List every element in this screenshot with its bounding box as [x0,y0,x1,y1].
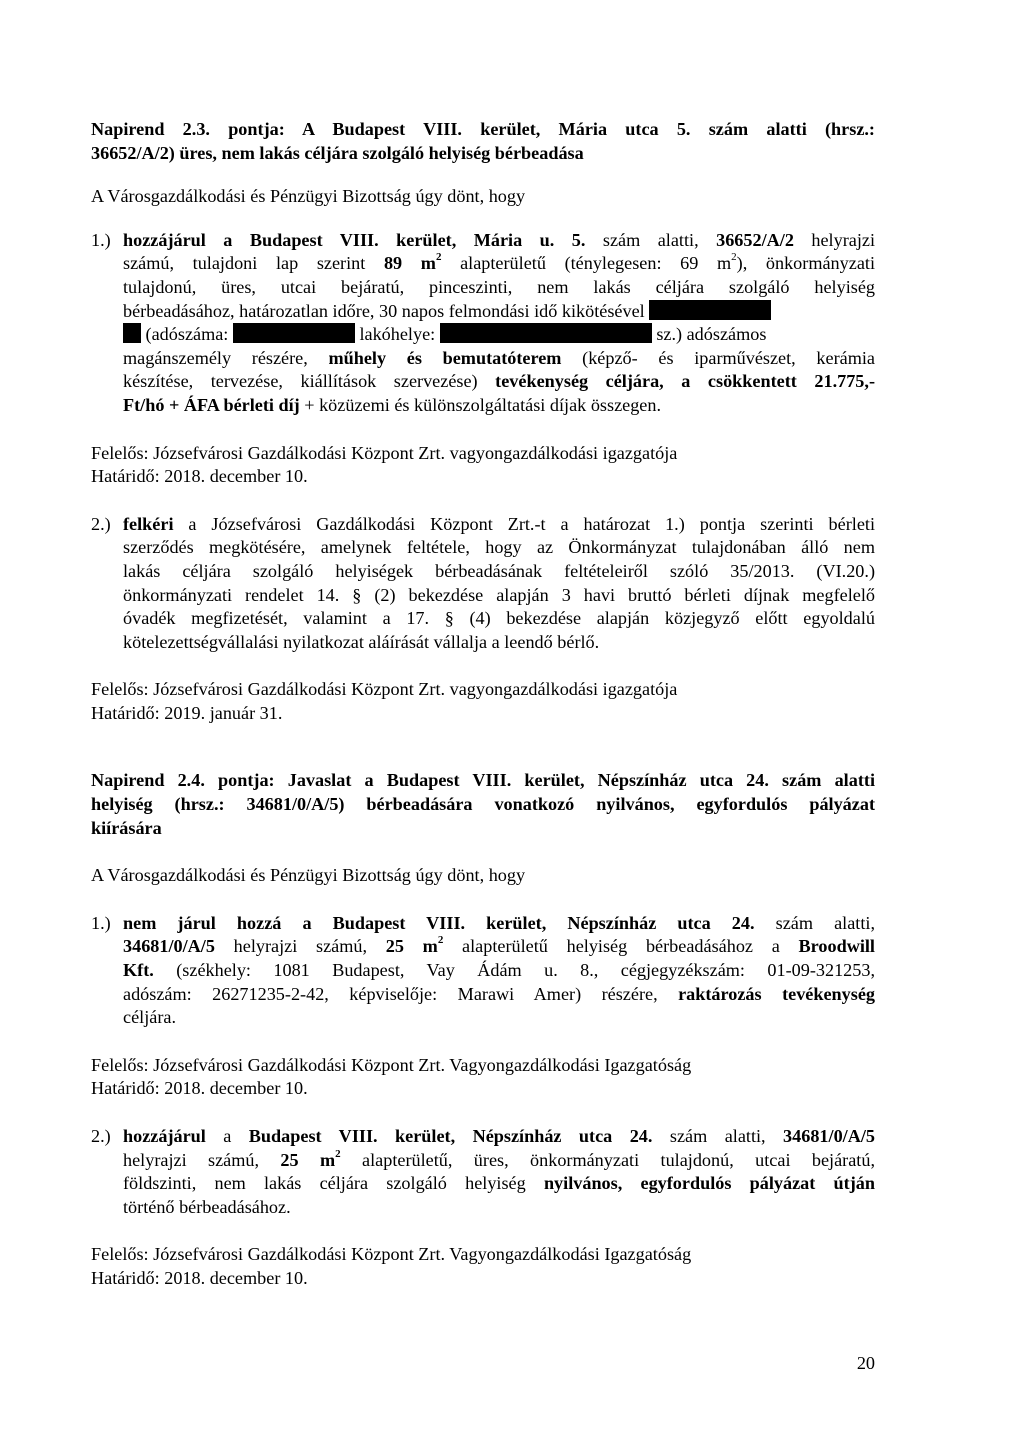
redaction-block [123,323,141,343]
deadline-line: Határidő: 2018. december 10. [91,1078,308,1099]
point-line: tulajdonú, üres, utcai bejáratú, pinceszinti, nem lakás céljára szolgáló helyiség [123,276,875,297]
redaction-block [649,300,771,320]
point-body [123,513,875,655]
point-body [123,912,875,1030]
point-number: 1.) [91,229,111,250]
item-2-4-title-line-3: kiírására [91,817,162,838]
point-line: magánszemély részére, műhely és bemutatóterem (képző- és iparművészet, kerámia [123,347,875,368]
deadline-line: Határidő: 2019. január 31. [91,702,283,723]
point-line: földszinti, nem lakás céljára szolgáló helyiség nyilvános, egyfordulós pályázat útján [123,1173,875,1194]
point-body [123,229,875,418]
point-line: lakás céljára szolgáló helyiségek bérbeadásának feltételeiről szóló 35/2013. (VI.20.) [123,560,875,581]
responsible-line: Felelős: Józsefvárosi Gazdálkodási Központ Zrt. Vagyongazdálkodási Igazgatóság [91,1244,692,1265]
item-2-3-title-line-1: Napirend 2.3. pontja: A Budapest VIII. kerület, Mária utca 5. szám alatti (hrsz.: [91,119,875,139]
page-number: 20 [856,1353,875,1373]
point-line: készítése, tervezése, kiállítások szervezése) tevékenység céljára, a csökkentett 21.775,- [123,371,875,392]
item-2-4-decision-intro: A Városgazdálkodási és Pénzügyi Bizottság úgy dönt, hogy [91,865,526,886]
item-2-3-title-line-2: 36652/A/2) üres, nem lakás céljára szolgáló helyiség bérbeadása [91,142,584,163]
point-line: szerződés megkötésére, amelynek feltétele, hogy az Önkormányzat tulajdonában álló nem [123,537,875,558]
point-line: 34681/0/A/5 helyrajzi számú, 25 $m^2$ alapterületű helyiség bérbeadásához a Broodwill [123,935,875,957]
deadline-line: Határidő: 2018. december 10. [91,466,308,487]
item-2-4-point-2 [91,1125,875,1219]
point-line: történő bérbeadásához. [123,1196,291,1217]
point-line: bérbeadásához, határozatlan időre, 30 napos felmondási idő kikötésével [123,300,875,324]
point-body [123,1125,875,1219]
document-page [91,118,875,1291]
point-line: önkormányzati rendelet 14. § (2) bekezdése alapján 3 havi bruttó bérleti díjnak megfelelő [123,584,875,605]
point-line: Kft. (székhely: 1081 Budapest, Vay Ádám u. 8., cégjegyzékszám: 01-09-321253, [123,960,875,981]
redaction-block [233,323,355,343]
responsible-line: Felelős: Józsefvárosi Gazdálkodási Központ Zrt. Vagyongazdálkodási Igazgatóság [91,1054,692,1075]
point-line: hozzájárul a Budapest VIII. kerület, Mária u. 5. szám alatti, 36652/A/2 helyrajzi [123,229,875,250]
responsible-line: Felelős: Józsefvárosi Gazdálkodási Központ Zrt. vagyongazdálkodási igazgatója [91,679,678,700]
redaction-block [440,323,652,343]
point-line: (adószáma: lakóhelye: sz.) adószámos [123,323,875,347]
item-2-4-title-line-2: helyiség (hrsz.: 34681/0/A/5) bérbeadására vonatkozó nyilvános, egyfordulós pályázat [91,794,875,815]
item-2-3-point-2 [91,513,875,655]
point-line: felkéri a Józsefvárosi Gazdálkodási Központ Zrt.-t a határozat 1.) pontja szerinti bérleti [123,513,875,534]
point-line: hozzájárul a Budapest VIII. kerület, Népszínház utca 24. szám alatti, 34681/0/A/5 [123,1126,875,1146]
point-line: adószám: 26271235-2-42, képviselője: Marawi Amer) részére, raktározás tevékenység [123,983,875,1004]
deadline-line: Határidő: 2018. december 10. [91,1267,308,1288]
point-line: óvadék megfizetését, valamint a 17. § (4) bekezdése alapján közjegyző előtt egyoldalú [123,608,875,629]
point-line: Ft/hó + ÁFA bérleti díj + közüzemi és különszolgáltatási díjak összegen. [123,394,662,415]
item-2-3-point-1 [91,229,875,418]
point-line: helyrajzi számú, 25 $m^2$ alapterületű, üres, önkormányzati tulajdonú, utcai bejáratú, [123,1148,875,1170]
item-2-4-title-line-1: Napirend 2.4. pontja: Javaslat a Budapest VIII. kerület, Népszínház utca 24. szám alatti [91,770,875,791]
point-number: 2.) [91,513,111,534]
point-line: számú, tulajdoni lap szerint 89 $m^2$ alapterületű (ténylegesen: 69 $m^2$), önkormányzati [123,252,875,274]
point-number: 1.) [91,912,111,933]
point-number: 2.) [91,1126,111,1146]
responsible-line: Felelős: Józsefvárosi Gazdálkodási Központ Zrt. vagyongazdálkodási igazgatója [91,442,678,463]
point-line: nem járul hozzá a Budapest VIII. kerület, Népszínház utca 24. szám alatti, [123,912,875,933]
point-line: céljára. [123,1007,176,1028]
item-2-3-decision-intro: A Városgazdálkodási és Pénzügyi Bizottság úgy dönt, hogy [91,186,526,207]
point-line: kötelezettségvállalási nyilatkozat aláírását vállalja a leendő bérlő. [123,631,600,652]
item-2-4-point-1 [91,912,875,1030]
